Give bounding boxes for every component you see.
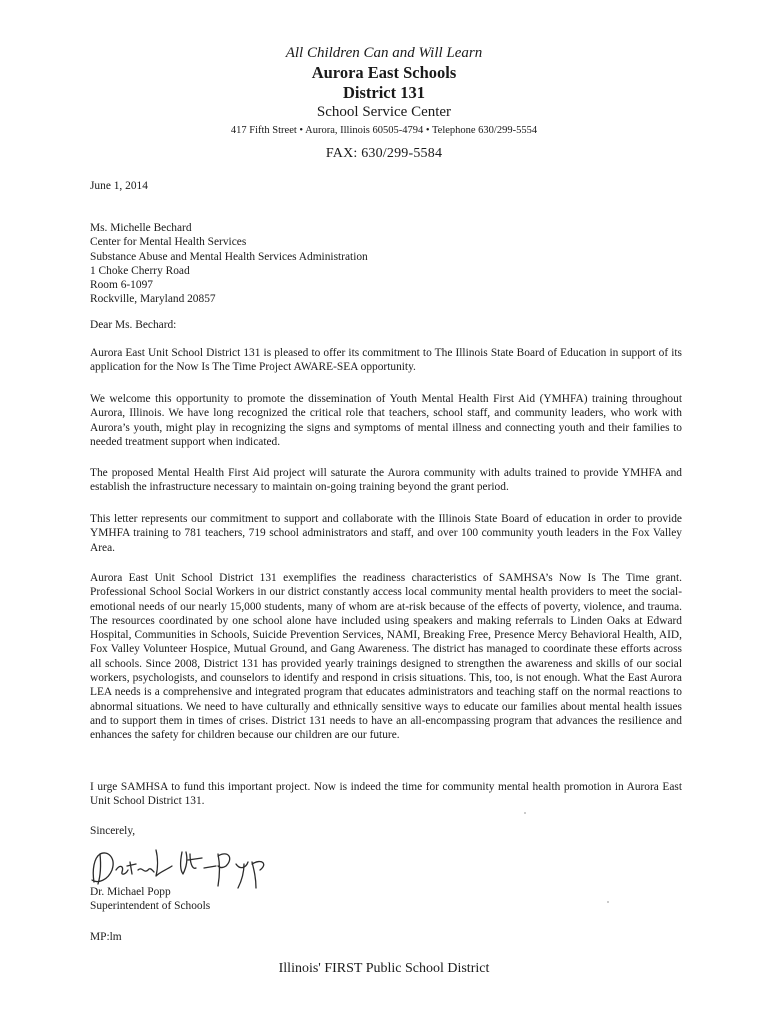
district-name: District 131 <box>342 83 426 102</box>
motto: All Children Can and Will Learn <box>285 45 483 61</box>
recipient-line: 1 Choke Cherry Road <box>90 264 190 277</box>
paragraph-welcome: We welcome this opportunity to promote the dissemination of Youth Mental Health First Aid (YMHFA) training throughout Aurora, Illinois. We have long recognized the critical role that teachers, school staff, and community leaders, who work with Aurora’s youth, might play in recognizing the signs and symptoms of mental illness and connecting youth and their families to needed treatment support when indicated. <box>90 393 682 448</box>
paragraph-training: This letter represents our commitment to support and collaborate with the Illinois State Board of education in order to provide YMHFA training to 781 teachers, 719 school administrators and staff, and over 100 community youth leaders in the Fox Valley Area. <box>90 513 682 554</box>
handwritten-signature <box>86 840 286 890</box>
footer-tagline: Illinois' FIRST Public School District <box>278 961 490 976</box>
signer-block <box>90 885 682 914</box>
salutation: Dear Ms. Bechard: <box>90 319 177 331</box>
service-center: School Service Center <box>316 104 452 120</box>
paragraph-readiness: Aurora East Unit School District 131 exemplifies the readiness characteristics of SAMHSA’s Now Is The Time grant. Professional School Social Workers in our district constantly access local community mental health providers to meet the social-emotional needs of our nearly 15,000 students, many of whom are at-risk because of the effects of poverty, violence, and trauma. The resources coordinated by one school alone have included using speakers and making referrals to Linden Oaks at Edward Hospital, Communities in Schools, Suicide Prevention Services, NAMI, Breaking Free, Presence Mercy Behavioral Health, AID, Fox Valley Volunteer Hospice, Mutual Ground, and Gang Awareness. The district has managed to coordinate these efforts across all schools. Since 2008, District 131 has provided yearly trainings designed to strengthen the awareness and skills of our social workers, psychologists, and counselors to identify and respond in crisis situations. This, too, is not enough. What the East Aurora LEA needs is a comprehensive and integrated program that educates administrators and teaching staff on the normal reactions to abnormal situations. We need to have culturally and ethnically sensitive ways to educate our families about mental health issues and to support them in times of crises. District 131 needs to have an all-encompassing program that advances the resilience and enhances the safety for children because our children are our future. <box>90 572 682 742</box>
address-line: 417 Fifth Street • Aurora, Illinois 60505-4794 • Telephone 630/299-5554 <box>230 125 538 136</box>
closing: Sincerely, <box>90 825 136 837</box>
letter-date: June 1, 2014 <box>90 180 148 192</box>
typist-initials: MP:lm <box>90 931 122 943</box>
fax-line: FAX: 630/299-5584 <box>325 146 443 161</box>
paragraph-urge: I urge SAMHSA to fund this important project. Now is indeed the time for community mental health promotion in Aurora East Unit School District 131. <box>90 781 682 808</box>
scan-speck <box>607 901 609 903</box>
paragraph-commitment: Aurora East Unit School District 131 is pleased to offer its commitment to The Illinois State Board of Education in support of its application for the Now Is The Time Project AWARE-SEA opportunity. <box>90 347 682 374</box>
recipient-line: Rockville, Maryland 20857 <box>90 293 216 306</box>
paragraph-proposal: The proposed Mental Health First Aid project will saturate the Aurora community with adults trained to provide YMHFA and establish the infrastructure necessary to maintain on-going training beyond the grant period. <box>90 467 682 494</box>
recipient-name: Ms. Michelle Bechard <box>90 222 192 234</box>
scan-speck <box>524 812 526 814</box>
recipient-line: Room 6-1097 <box>90 279 153 292</box>
signer-name: Dr. Michael Popp <box>90 886 171 898</box>
letterhead <box>0 44 768 163</box>
recipient-line: Substance Abuse and Mental Health Services Administration <box>90 250 368 263</box>
recipient-line: Center for Mental Health Services <box>90 236 247 249</box>
signer-title: Superintendent of Schools <box>90 900 211 913</box>
organization-name: Aurora East Schools <box>311 63 457 82</box>
recipient-block <box>90 221 682 307</box>
